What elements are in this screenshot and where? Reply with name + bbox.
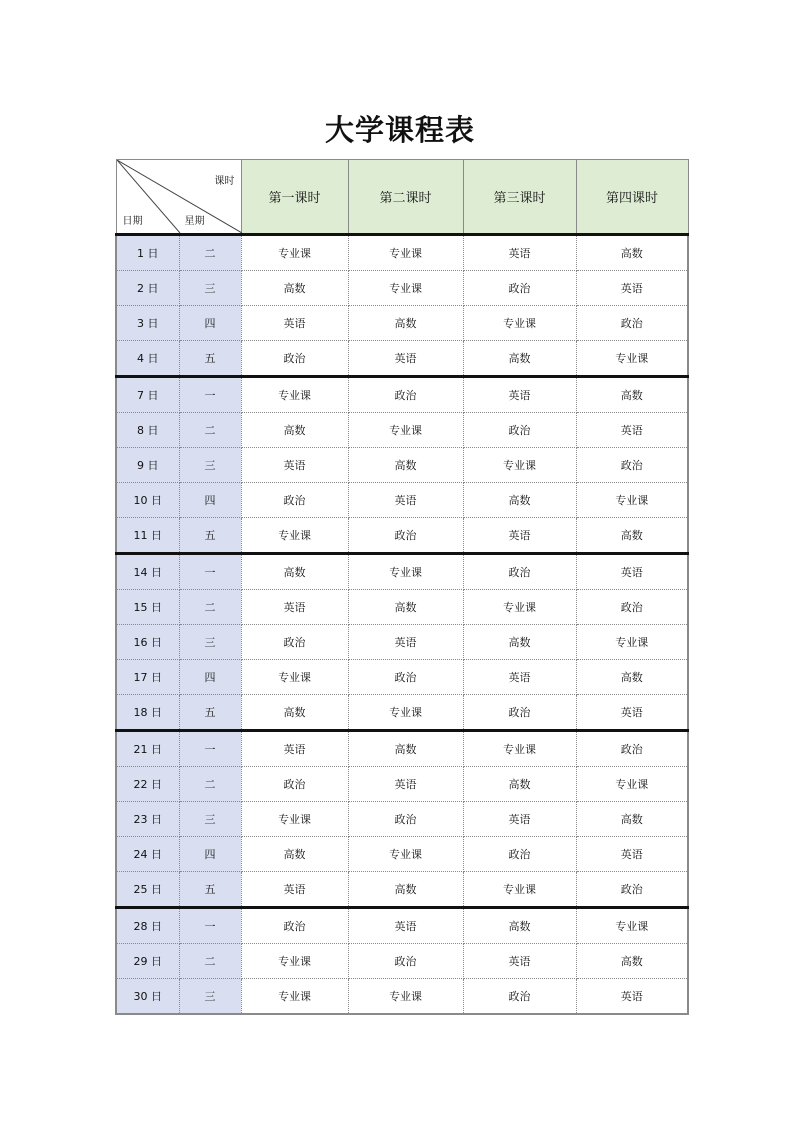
weekday-cell: 二 bbox=[179, 590, 241, 625]
weekday-cell: 四 bbox=[179, 306, 241, 341]
weekday-cell: 二 bbox=[179, 944, 241, 979]
course-cell: 专业课 bbox=[241, 518, 348, 554]
weekday-cell: 四 bbox=[179, 660, 241, 695]
course-cell: 英语 bbox=[241, 306, 348, 341]
date-cell: 17 日 bbox=[116, 660, 179, 695]
course-cell: 英语 bbox=[241, 448, 348, 483]
course-cell: 英语 bbox=[463, 377, 576, 413]
table-row bbox=[116, 908, 688, 944]
course-cell: 英语 bbox=[348, 341, 463, 377]
table-row bbox=[116, 377, 688, 413]
course-cell: 专业课 bbox=[348, 235, 463, 271]
table-row bbox=[116, 695, 688, 731]
course-cell: 政治 bbox=[348, 802, 463, 837]
weekday-cell: 二 bbox=[179, 767, 241, 802]
weekday-cell: 一 bbox=[179, 908, 241, 944]
course-cell: 专业课 bbox=[241, 377, 348, 413]
course-cell: 高数 bbox=[463, 908, 576, 944]
course-cell: 专业课 bbox=[241, 235, 348, 271]
period-header: 第三课时 bbox=[463, 160, 576, 235]
course-cell: 政治 bbox=[576, 590, 688, 625]
course-cell: 专业课 bbox=[576, 483, 688, 518]
date-cell: 11 日 bbox=[116, 518, 179, 554]
table-row bbox=[116, 235, 688, 271]
course-cell: 专业课 bbox=[348, 271, 463, 306]
course-cell: 英语 bbox=[463, 235, 576, 271]
course-cell: 英语 bbox=[463, 518, 576, 554]
date-cell: 22 日 bbox=[116, 767, 179, 802]
period-label: 课时 bbox=[214, 176, 235, 187]
date-cell: 9 日 bbox=[116, 448, 179, 483]
course-cell: 专业课 bbox=[463, 731, 576, 767]
course-cell: 专业课 bbox=[463, 872, 576, 908]
course-cell: 高数 bbox=[576, 235, 688, 271]
course-cell: 英语 bbox=[576, 979, 688, 1015]
course-cell: 政治 bbox=[576, 448, 688, 483]
course-cell: 高数 bbox=[241, 554, 348, 590]
weekday-cell: 五 bbox=[179, 695, 241, 731]
course-cell: 政治 bbox=[348, 944, 463, 979]
course-cell: 高数 bbox=[348, 731, 463, 767]
course-cell: 政治 bbox=[463, 271, 576, 306]
table-row bbox=[116, 341, 688, 377]
course-cell: 政治 bbox=[463, 979, 576, 1015]
table-row bbox=[116, 590, 688, 625]
course-cell: 专业课 bbox=[348, 413, 463, 448]
weekday-cell: 五 bbox=[179, 341, 241, 377]
date-cell: 7 日 bbox=[116, 377, 179, 413]
schedule-table bbox=[115, 159, 689, 1015]
course-cell: 高数 bbox=[241, 413, 348, 448]
course-cell: 专业课 bbox=[241, 802, 348, 837]
course-cell: 英语 bbox=[576, 413, 688, 448]
course-cell: 专业课 bbox=[241, 660, 348, 695]
corner-header bbox=[116, 160, 241, 235]
course-cell: 英语 bbox=[463, 660, 576, 695]
table-row bbox=[116, 767, 688, 802]
course-cell: 英语 bbox=[576, 837, 688, 872]
period-header: 第四课时 bbox=[576, 160, 688, 235]
course-cell: 政治 bbox=[348, 660, 463, 695]
table-row bbox=[116, 518, 688, 554]
course-cell: 高数 bbox=[241, 837, 348, 872]
course-cell: 高数 bbox=[348, 306, 463, 341]
weekday-cell: 一 bbox=[179, 731, 241, 767]
course-cell: 专业课 bbox=[463, 448, 576, 483]
weekday-cell: 三 bbox=[179, 625, 241, 660]
course-cell: 专业课 bbox=[576, 625, 688, 660]
date-cell: 10 日 bbox=[116, 483, 179, 518]
table-row bbox=[116, 271, 688, 306]
table-row bbox=[116, 483, 688, 518]
course-cell: 高数 bbox=[463, 483, 576, 518]
course-cell: 专业课 bbox=[348, 695, 463, 731]
course-cell: 高数 bbox=[463, 341, 576, 377]
course-cell: 英语 bbox=[241, 590, 348, 625]
course-cell: 专业课 bbox=[576, 341, 688, 377]
course-cell: 专业课 bbox=[348, 837, 463, 872]
date-cell: 21 日 bbox=[116, 731, 179, 767]
course-cell: 政治 bbox=[241, 908, 348, 944]
date-cell: 14 日 bbox=[116, 554, 179, 590]
course-cell: 政治 bbox=[348, 518, 463, 554]
date-cell: 2 日 bbox=[116, 271, 179, 306]
course-cell: 高数 bbox=[463, 625, 576, 660]
course-cell: 政治 bbox=[463, 554, 576, 590]
weekday-cell: 五 bbox=[179, 872, 241, 908]
table-row bbox=[116, 837, 688, 872]
course-cell: 高数 bbox=[576, 660, 688, 695]
date-cell: 18 日 bbox=[116, 695, 179, 731]
date-cell: 30 日 bbox=[116, 979, 179, 1015]
weekday-cell: 二 bbox=[179, 413, 241, 448]
course-cell: 政治 bbox=[576, 872, 688, 908]
page-title: 大学课程表 bbox=[324, 113, 475, 147]
course-cell: 政治 bbox=[241, 767, 348, 802]
weekday-cell: 三 bbox=[179, 448, 241, 483]
course-cell: 专业课 bbox=[463, 306, 576, 341]
course-cell: 高数 bbox=[241, 271, 348, 306]
course-cell: 高数 bbox=[463, 767, 576, 802]
course-cell: 政治 bbox=[463, 413, 576, 448]
course-cell: 高数 bbox=[348, 590, 463, 625]
course-cell: 高数 bbox=[576, 518, 688, 554]
weekday-cell: 四 bbox=[179, 837, 241, 872]
course-cell: 专业课 bbox=[576, 908, 688, 944]
table-row bbox=[116, 660, 688, 695]
course-cell: 专业课 bbox=[241, 944, 348, 979]
course-cell: 政治 bbox=[463, 837, 576, 872]
date-cell: 3 日 bbox=[116, 306, 179, 341]
table-row bbox=[116, 306, 688, 341]
date-cell: 25 日 bbox=[116, 872, 179, 908]
period-header: 第二课时 bbox=[348, 160, 463, 235]
table-row bbox=[116, 802, 688, 837]
header-row bbox=[116, 160, 688, 235]
course-cell: 高数 bbox=[241, 695, 348, 731]
course-cell: 高数 bbox=[348, 448, 463, 483]
course-cell: 英语 bbox=[241, 731, 348, 767]
course-cell: 政治 bbox=[241, 483, 348, 518]
table-row bbox=[116, 872, 688, 908]
table-row bbox=[116, 944, 688, 979]
course-cell: 英语 bbox=[348, 483, 463, 518]
weekday-cell: 二 bbox=[179, 235, 241, 271]
table-row bbox=[116, 554, 688, 590]
course-cell: 英语 bbox=[463, 802, 576, 837]
date-cell: 29 日 bbox=[116, 944, 179, 979]
course-cell: 政治 bbox=[241, 625, 348, 660]
course-cell: 政治 bbox=[576, 731, 688, 767]
course-cell: 英语 bbox=[576, 271, 688, 306]
course-cell: 专业课 bbox=[241, 979, 348, 1015]
course-cell: 英语 bbox=[348, 767, 463, 802]
course-cell: 专业课 bbox=[348, 554, 463, 590]
weekday-label: 星期 bbox=[184, 216, 205, 227]
weekday-cell: 一 bbox=[179, 377, 241, 413]
weekday-cell: 四 bbox=[179, 483, 241, 518]
course-cell: 高数 bbox=[576, 377, 688, 413]
course-cell: 高数 bbox=[348, 872, 463, 908]
date-cell: 8 日 bbox=[116, 413, 179, 448]
course-cell: 英语 bbox=[576, 554, 688, 590]
course-cell: 政治 bbox=[241, 341, 348, 377]
course-cell: 英语 bbox=[576, 695, 688, 731]
course-cell: 政治 bbox=[348, 377, 463, 413]
date-cell: 15 日 bbox=[116, 590, 179, 625]
weekday-cell: 三 bbox=[179, 271, 241, 306]
course-cell: 专业课 bbox=[463, 590, 576, 625]
date-cell: 24 日 bbox=[116, 837, 179, 872]
course-cell: 英语 bbox=[348, 625, 463, 660]
table-row bbox=[116, 731, 688, 767]
weekday-cell: 三 bbox=[179, 802, 241, 837]
weekday-cell: 三 bbox=[179, 979, 241, 1015]
date-cell: 1 日 bbox=[116, 235, 179, 271]
table-row bbox=[116, 979, 688, 1015]
course-cell: 英语 bbox=[348, 908, 463, 944]
course-cell: 英语 bbox=[241, 872, 348, 908]
table-row bbox=[116, 448, 688, 483]
weekday-cell: 五 bbox=[179, 518, 241, 554]
course-cell: 专业课 bbox=[576, 767, 688, 802]
course-cell: 专业课 bbox=[348, 979, 463, 1015]
date-cell: 28 日 bbox=[116, 908, 179, 944]
course-cell: 政治 bbox=[576, 306, 688, 341]
table-row bbox=[116, 625, 688, 660]
course-cell: 政治 bbox=[463, 695, 576, 731]
course-cell: 英语 bbox=[463, 944, 576, 979]
course-cell: 高数 bbox=[576, 802, 688, 837]
table-row bbox=[116, 413, 688, 448]
period-header: 第一课时 bbox=[241, 160, 348, 235]
date-cell: 4 日 bbox=[116, 341, 179, 377]
date-cell: 16 日 bbox=[116, 625, 179, 660]
date-label: 日期 bbox=[122, 216, 143, 227]
weekday-cell: 一 bbox=[179, 554, 241, 590]
date-cell: 23 日 bbox=[116, 802, 179, 837]
course-cell: 高数 bbox=[576, 944, 688, 979]
